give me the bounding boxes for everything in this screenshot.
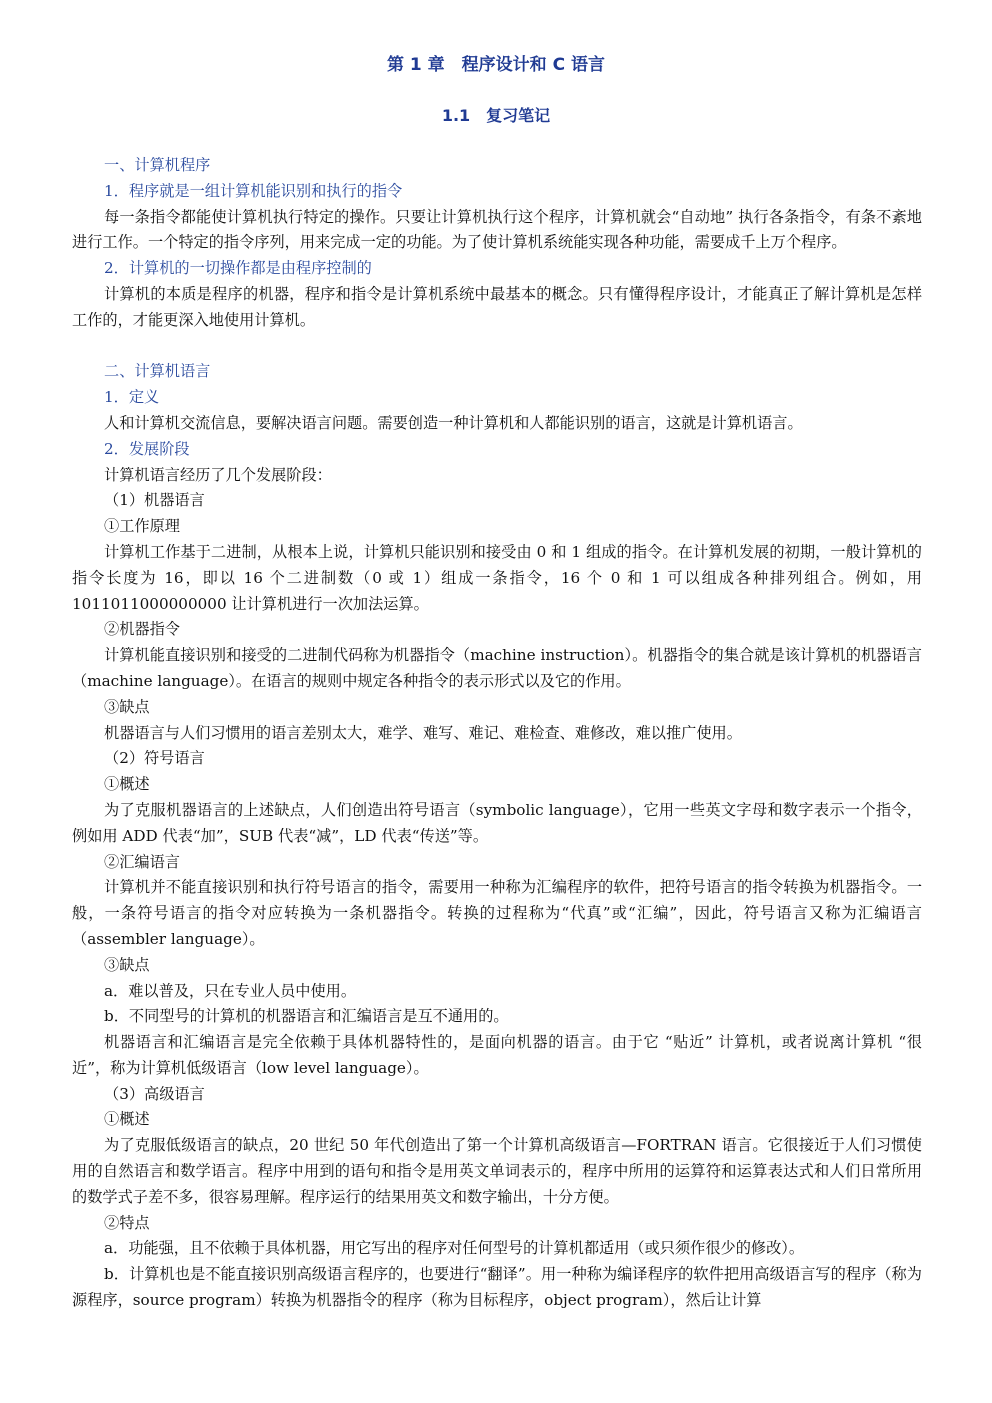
list-subheading: ②机器指令 (104, 620, 180, 639)
chapter-title: 第 1 章 程序设计和 C 语言 (387, 55, 605, 75)
list-subheading: ①工作原理 (104, 517, 180, 536)
paragraph: b．不同型号的计算机的机器语言和汇编语言是互不通用的。 (104, 1007, 509, 1026)
spacer (72, 334, 922, 360)
paragraph: 为了克服低级语言的缺点，20 世纪 50 年代创造出了第一个计算机高级语言—FORTRAN 语言。它很接近于人们习惯使用的自然语言和数学语言。程序中用到的语句和指令是用英文单词表示的，程序中所用的运算符和运算表达式和人们日常所用的数学式子差不多，很容易理解。程序运行的结果用英文和数字输出，十分方便。 (72, 1136, 922, 1206)
paragraph: 机器语言和汇编语言是完全依赖于具体机器特性的，是面向机器的语言。由于它 “贴近” 计算机，或者说离计算机 “很近”，称为计算机低级语言（low level language）。 (72, 1033, 922, 1077)
list-subheading: ③缺点 (104, 955, 150, 974)
paragraph: 计算机能直接识别和接受的二进制代码称为机器指令（machine instruction）。机器指令的集合就是该计算机的机器语言（machine language）。在语言的规则中规定各种指令的表示形式以及它的作用。 (72, 646, 922, 690)
paragraph: 计算机并不能直接识别和执行符号语言的指令，需要用一种称为汇编程序的软件，把符号语言的指令转换为机器指令。一般，一条符号语言的指令对应转换为一条机器指令。转换的过程称为“代真”或“汇编”，因此，符号语言又称为汇编语言（assembler language）。 (72, 878, 922, 948)
paragraph: 机器语言与人们习惯用的语言差别太大，难学、难写、难记、难检查、难修改，难以推广使用。 (104, 723, 742, 742)
section-title: 1.1 复习笔记 (441, 106, 551, 125)
subheading-development-stages: 2．发展阶段 (104, 439, 190, 458)
paragraph: b．计算机也是不能直接识别高级语言程序的，也要进行“翻译”。用一种称为编译程序的软件把用高级语言写的程序（称为源程序，source program）转换为机器指令的程序（称为目标程序，object program），然后让计算 (72, 1265, 922, 1310)
list-subheading: ①概述 (104, 1110, 150, 1129)
list-subheading: ②汇编语言 (104, 852, 180, 871)
paragraph: a．难以普及，只在专业人员中使用。 (104, 981, 357, 1000)
list-subheading: ③缺点 (104, 697, 150, 716)
paragraph: a．功能强，且不依赖于具体机器，用它写出的程序对任何型号的计算机都适用（或只须作很少的修改）。 (104, 1239, 805, 1258)
list-subheading: ①概述 (104, 775, 150, 794)
list-heading-symbolic-language: （2）符号语言 (104, 749, 205, 768)
subheading-program-control: 2．计算机的一切操作都是由程序控制的 (104, 259, 372, 278)
list-heading-high-level-language: （3）高级语言 (104, 1084, 205, 1103)
list-subheading: ②特点 (104, 1213, 150, 1232)
paragraph: 计算机语言经历了几个发展阶段： (104, 465, 332, 484)
subheading-definition: 1．定义 (104, 388, 160, 407)
subheading-program-definition: 1．程序就是一组计算机能识别和执行的指令 (104, 181, 403, 200)
document-body (72, 153, 922, 1314)
list-heading-machine-language: （1）机器语言 (104, 491, 205, 510)
heading-computer-language: 二、计算机语言 (104, 362, 211, 381)
paragraph: 每一条指令都能使计算机执行特定的操作。只要让计算机执行这个程序，计算机就会“自动地” 执行各条指令，有条不紊地进行工作。一个特定的指令序列，用来完成一定的功能。为了使计算机系统能实现各种功能，需要成千上万个程序。 (72, 207, 922, 252)
paragraph: 计算机的本质是程序的机器，程序和指令是计算机系统中最基本的概念。只有懂得程序设计，才能真正了解计算机是怎样工作的，才能更深入地使用计算机。 (72, 284, 922, 329)
paragraph: 为了克服机器语言的上述缺点，人们创造出符号语言（symbolic language），它用一些英文字母和数字表示一个指令，例如用 ADD 代表“加”，SUB 代表“减”，LD 代表“传送”等。 (72, 800, 922, 845)
paragraph: 人和计算机交流信息，要解决语言问题。需要创造一种计算机和人都能识别的语言，这就是计算机语言。 (104, 413, 803, 432)
heading-computer-program: 一、计算机程序 (104, 156, 211, 174)
paragraph: 计算机工作基于二进制，从根本上说，计算机只能识别和接受由 0 和 1 组成的指令。在计算机发展的初期，一般计算机的指令长度为 16，即以 16 个二进制数（0 或 1）组成一条指令，16 个 0 和 1 可以组成各种排列组合。例如，用 1011011000000000 让计算机进行一次加法运算。 (72, 542, 922, 613)
